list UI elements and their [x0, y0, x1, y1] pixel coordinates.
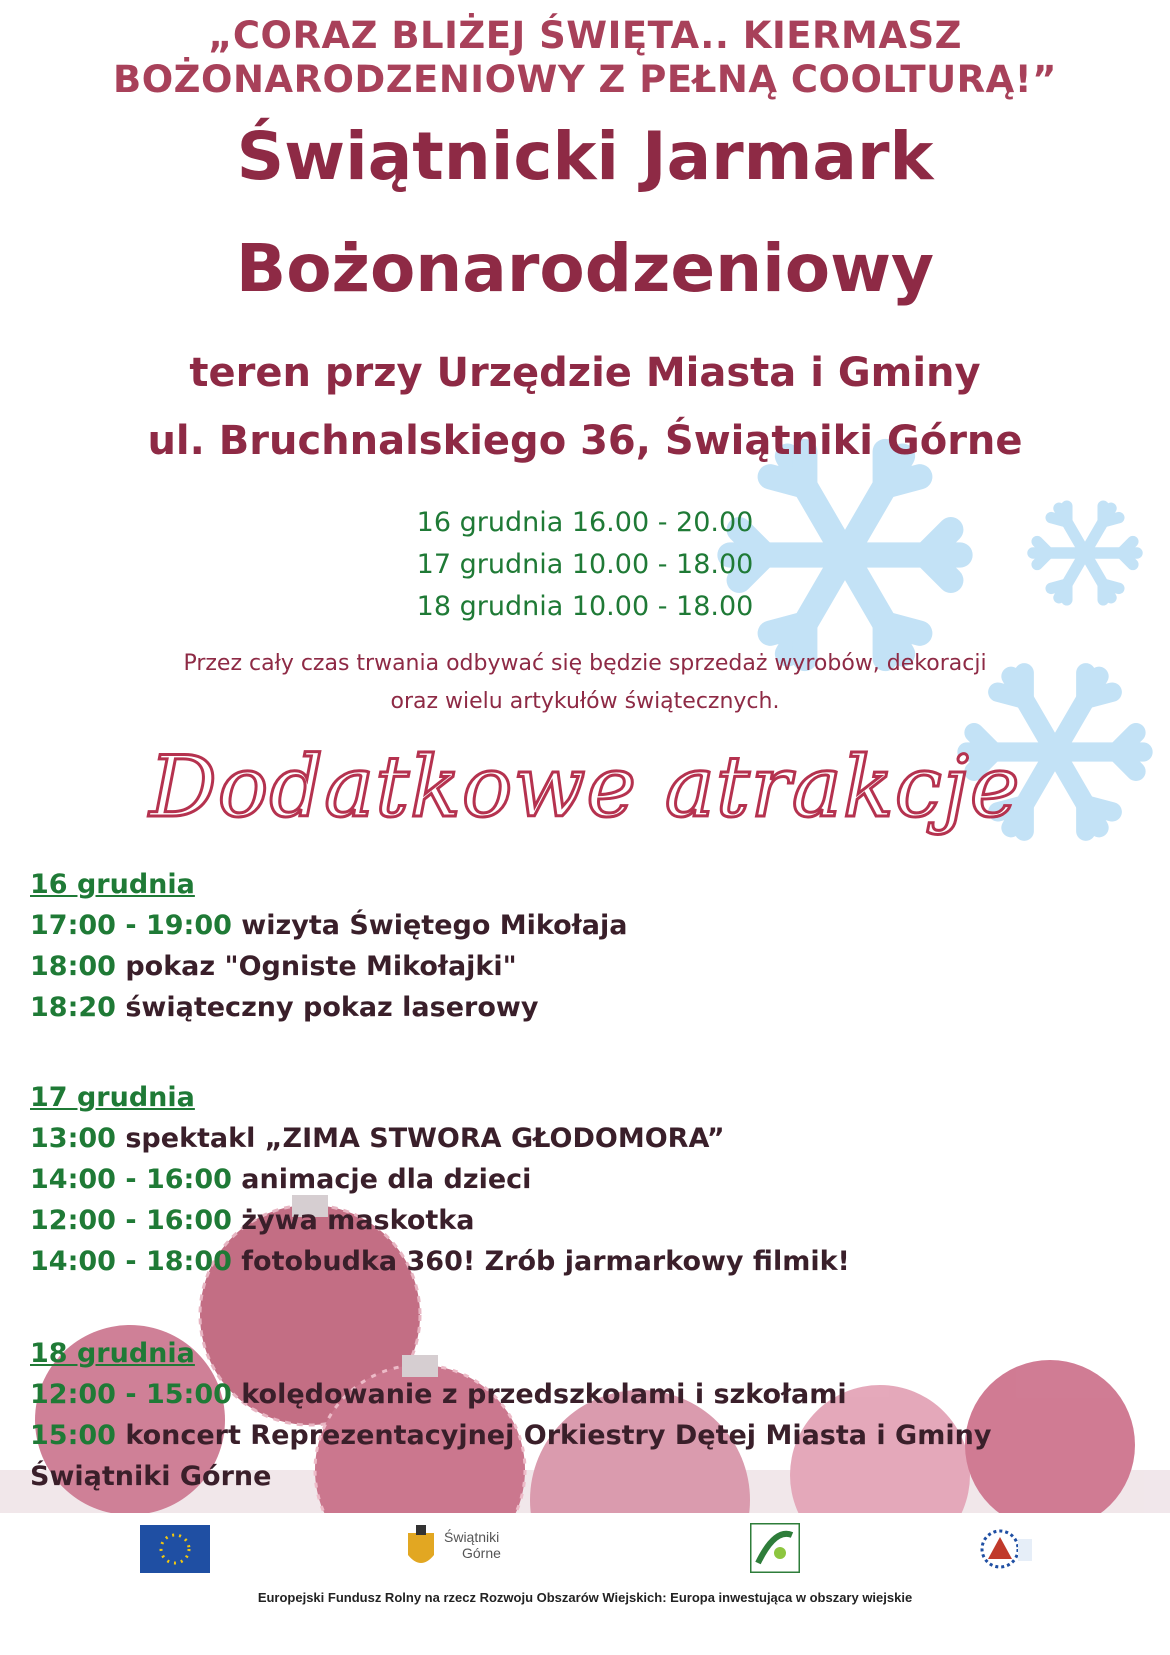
schedule-time: 12:00 - 15:00: [30, 1379, 232, 1410]
schedule-desc: spektakl „ZIMA STWORA GŁODOMORA”: [115, 1123, 725, 1154]
footer-funding-text: Europejski Fundusz Rolny na rzecz Rozwoju Obszarów Wiejskich: Europa inwestująca w obszary wiejskie: [257, 1590, 913, 1605]
schedule-day-label: 17 grudnia: [30, 1082, 195, 1113]
schedule-item: [30, 1241, 850, 1282]
leader-logo-icon: [750, 1523, 800, 1573]
prow-logo-icon: [974, 1525, 1034, 1571]
event-title-line-2: Bożonarodzeniowy: [235, 230, 935, 307]
schedule-day-label: 16 grudnia: [30, 869, 195, 900]
schedule-desc: fotobudka 360! Zrób jarmarkowy filmik!: [231, 1246, 850, 1277]
schedule-day-17: [30, 1077, 850, 1282]
schedule-time: 14:00 - 18:00: [30, 1246, 232, 1277]
tagline-line-1: „CORAZ BLIŻEJ ŚWIĘTA.. KIERMASZ: [208, 14, 962, 57]
location-line-2: ul. Bruchnalskiego 36, Świątniki Górne: [147, 418, 1023, 464]
tagline: [0, 14, 1170, 102]
schedule-time: 15:00: [30, 1420, 116, 1451]
schedule-item: [30, 1415, 991, 1456]
schedule-item: [30, 1200, 850, 1241]
schedule-item: [30, 1374, 991, 1415]
sales-note-line-1: Przez cały czas trwania odbywać się będzie sprzedaż wyrobów, dekoracji: [183, 651, 987, 676]
schedule-desc: kolędowanie z przedszkolami i szkołami: [231, 1379, 847, 1410]
sales-note-line-2: oraz wielu artykułów świątecznych.: [390, 689, 780, 714]
schedule-time: 18:20: [30, 992, 116, 1023]
schedule-continuation: Świątniki Górne: [30, 1461, 272, 1492]
schedule-item: [30, 946, 627, 987]
schedule-desc: animacje dla dzieci: [231, 1164, 532, 1195]
schedule-desc: wizyta Świętego Mikołaja: [231, 910, 628, 941]
schedule-day-label: 18 grudnia: [30, 1338, 195, 1369]
schedule-time: 18:00: [30, 951, 116, 982]
schedule-item: [30, 987, 627, 1028]
schedule-time: 12:00 - 16:00: [30, 1205, 232, 1236]
schedule-desc: żywa maskotka: [231, 1205, 475, 1236]
event-title-line-1: Świątnicki Jarmark: [236, 118, 934, 195]
schedule-day-18: [30, 1333, 991, 1497]
tagline-line-2: BOŻONARODZENIOWY Z PEŁNĄ COOLTURĄ!”: [113, 58, 1057, 101]
schedule-item: [30, 1118, 850, 1159]
schedule-desc: pokaz "Ogniste Mikołajki": [115, 951, 517, 982]
swiatniki-crest-icon: [404, 1523, 438, 1573]
schedule-desc: koncert Reprezentacyjnej Orkiestry Dętej Miasta i Gminy: [115, 1420, 992, 1451]
location-line-1: teren przy Urzędzie Miasta i Gminy: [189, 350, 981, 396]
opening-hours: [0, 502, 1170, 628]
schedule-time: 14:00 - 16:00: [30, 1164, 232, 1195]
schedule-item: [30, 905, 627, 946]
opening-hours-day-3: 18 grudnia 10.00 - 18.00: [416, 591, 754, 622]
eu-flag-icon: [140, 1525, 210, 1573]
opening-hours-day-2: 17 grudnia 10.00 - 18.00: [416, 549, 754, 580]
schedule-item: [30, 1159, 850, 1200]
schedule-desc: świąteczny pokaz laserowy: [115, 992, 539, 1023]
opening-hours-day-1: 16 grudnia 16.00 - 20.00: [416, 507, 754, 538]
swiatniki-logo-text: [444, 1529, 501, 1561]
attractions-heading: Dodatkowe atrakcje: [149, 738, 1021, 836]
schedule-time: 17:00 - 19:00: [30, 910, 232, 941]
swiatniki-logo-line-2: Górne: [462, 1545, 501, 1561]
sales-note: [0, 645, 1170, 721]
schedule-day-16: [30, 864, 627, 1028]
swiatniki-logo-line-1: Świątniki: [444, 1529, 500, 1545]
schedule-time: 13:00: [30, 1123, 116, 1154]
